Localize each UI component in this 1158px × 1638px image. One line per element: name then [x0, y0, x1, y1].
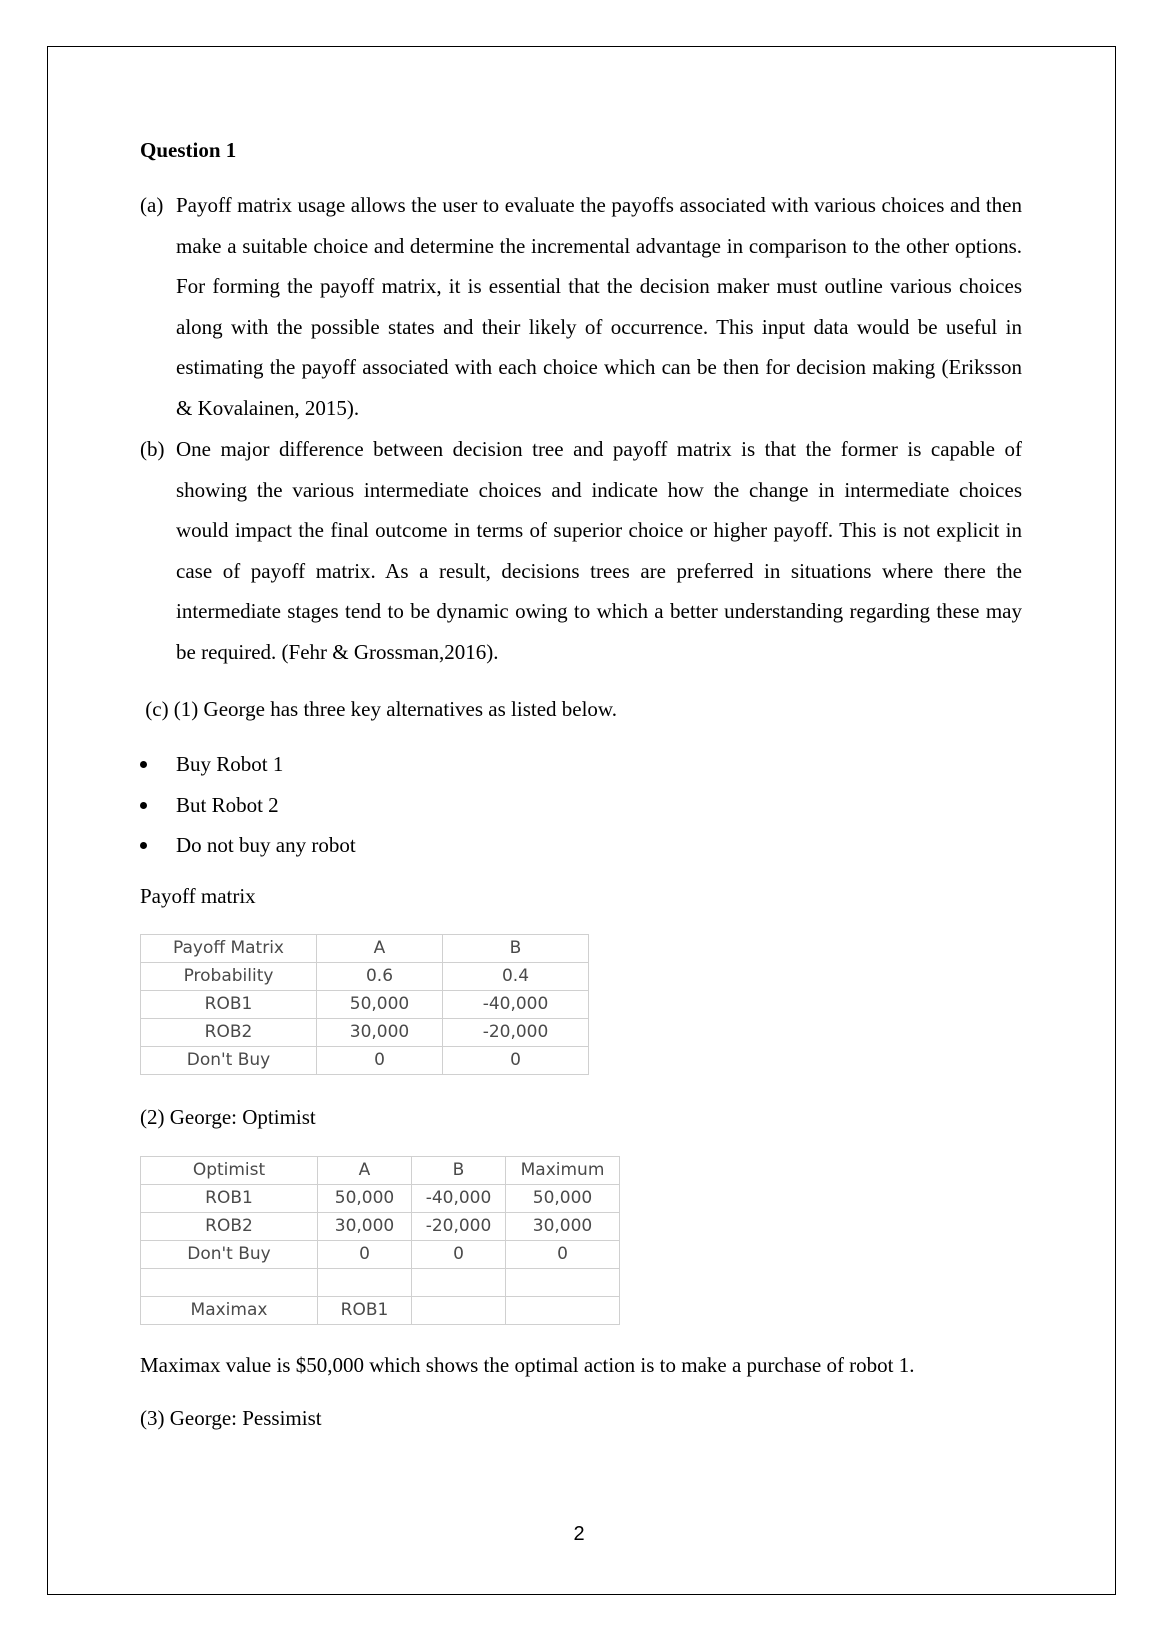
part-a-label: (a) [140, 193, 164, 217]
optimist-table [140, 1156, 620, 1325]
bullet-icon [140, 761, 147, 768]
bullet-icon [140, 802, 147, 809]
question-heading: Question 1 [140, 138, 237, 162]
part-b-paragraph [140, 429, 1022, 672]
payoff-matrix-table [140, 934, 589, 1075]
table-row: ROB1 50,000 -40,000 50,000 [141, 1184, 620, 1212]
pessimist-label: (3) George: Pessimist [140, 1405, 322, 1430]
part-b-label: (b) [140, 437, 165, 461]
table-row: Maximax ROB1 [141, 1296, 620, 1324]
table-row: ROB1 50,000 -40,000 [141, 990, 589, 1018]
maximax-text: Maximax value is $50,000 which shows the optimal action is to make a purchase of robot 1. [140, 1352, 915, 1377]
list-item: Do not buy any robot [140, 825, 1022, 866]
part-a-paragraph [140, 185, 1022, 428]
page-number: 2 [573, 1523, 585, 1545]
document-body [140, 135, 1022, 1433]
optimist-label: (2) George: Optimist [140, 1104, 316, 1129]
list-item: Buy Robot 1 [140, 744, 1022, 785]
list-item: But Robot 2 [140, 785, 1022, 826]
part-b-text: One major difference between decision tree and payoff matrix is that the former is capable of showing the various intermediate choices and indicate how the change in intermediate choices would impact the final outcome in terms of superior choice or higher payoff. This is not explicit in case of payoff matrix. As a result, decisions trees are preferred in situations where there the intermediate stages tend to be dynamic owing to which a better understanding regarding these may be required. (Fehr & Grossman,2016). [176, 437, 1022, 664]
table-header-row: Optimist A B Maximum [141, 1156, 620, 1184]
table-header-row: Payoff Matrix A B [141, 934, 589, 962]
alternatives-list [140, 744, 1022, 866]
part-c-intro: (c) (1) George has three key alternatives as listed below. [140, 697, 617, 721]
table-row: Probability 0.6 0.4 [141, 962, 589, 990]
part-a-text: Payoff matrix usage allows the user to evaluate the payoffs associated with various choices and then make a suitable choice and determine the incremental advantage in comparison to the other options. For forming the payoff matrix, it is essential that the decision maker must outline various choices along with the possible states and their likely of occurrence. This input data would be useful in estimating the payoff associated with each choice which can be then for decision making (Eriksson & Kovalainen, 2015). [176, 193, 1022, 420]
payoff-matrix-label: Payoff matrix [140, 883, 256, 908]
table-row [141, 1268, 620, 1296]
table-row: ROB2 30,000 -20,000 [141, 1018, 589, 1046]
table-row: Don't Buy 0 0 [141, 1046, 589, 1074]
table-row: Don't Buy 0 0 0 [141, 1240, 620, 1268]
bullet-icon [140, 842, 147, 849]
table-row: ROB2 30,000 -20,000 30,000 [141, 1212, 620, 1240]
